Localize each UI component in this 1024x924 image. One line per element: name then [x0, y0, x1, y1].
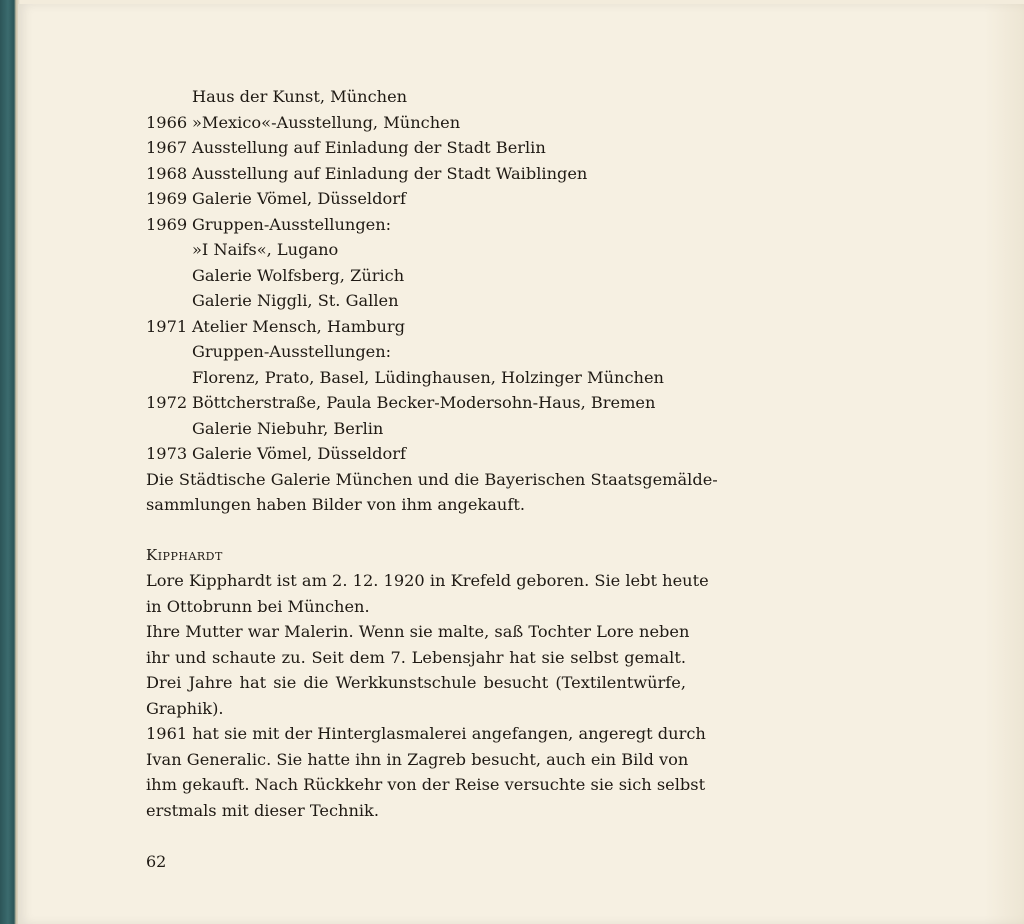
- exhibition-text: Ausstellung auf Einladung der Stadt Waiblingen: [192, 163, 588, 183]
- exhibition-text: Böttcherstraße, Paula Becker-Modersohn-Haus, Bremen: [192, 393, 656, 412]
- exhibition-list: [146, 84, 686, 467]
- exhibition-text: Galerie Niebuhr, Berlin: [192, 418, 384, 438]
- exhibition-entry: [146, 288, 686, 314]
- text-line: sammlungen haben Bilder von ihm angekauft.: [146, 495, 525, 514]
- exhibition-entry: [146, 441, 686, 467]
- text-line: in Ottobrunn bei München.: [146, 596, 370, 616]
- book-page: [18, 4, 1024, 924]
- text-line: Ivan Generalic. Sie hatte ihn in Zagreb besucht, auch ein Bild von: [146, 749, 689, 769]
- page-text: [146, 84, 718, 823]
- exhibition-entry: [146, 84, 686, 110]
- exhibition-year: 1973: [146, 444, 188, 463]
- text-line: Drei Jahre hat sie die Werkkunstschule besucht (Textilentwürfe,: [146, 673, 686, 692]
- bio-paragraph: [146, 721, 706, 823]
- text-line: ihm gekauft. Nach Rückkehr von der Reise versuchte sie sich selbst: [146, 775, 706, 794]
- exhibition-year: 1969: [146, 189, 188, 208]
- closing-paragraph: [146, 467, 718, 518]
- exhibition-year: 1969: [146, 214, 188, 234]
- text-line: erstmals mit dieser Technik.: [146, 800, 379, 820]
- exhibition-entry: [146, 237, 686, 263]
- exhibition-entry: [146, 390, 686, 416]
- exhibition-year: 1972: [146, 393, 188, 412]
- exhibition-text: Galerie Niggli, St. Gallen: [192, 291, 399, 310]
- exhibition-text: Atelier Mensch, Hamburg: [192, 316, 405, 336]
- text-line: ihr und schaute zu. Seit dem 7. Lebensjahr hat sie selbst gemalt.: [146, 647, 686, 667]
- text-line: 1961 hat sie mit der Hinterglasmalerei angefangen, angeregt durch: [146, 724, 706, 743]
- exhibition-year: 1966: [146, 112, 188, 132]
- exhibition-entry: [146, 365, 686, 391]
- exhibition-entry: [146, 314, 686, 340]
- exhibition-entry: [146, 263, 686, 289]
- exhibition-entry: [146, 110, 686, 136]
- exhibition-text: Galerie Wolfsberg, Zürich: [192, 265, 405, 285]
- exhibition-entry: [146, 186, 686, 212]
- text-line: Graphik).: [146, 698, 224, 718]
- exhibition-text: Haus der Kunst, München: [192, 87, 408, 106]
- exhibition-text: Galerie Vömel, Düsseldorf: [192, 189, 406, 208]
- section-spacer: [146, 518, 686, 543]
- page-number: 62: [146, 852, 167, 871]
- bio-paragraph: [146, 568, 709, 619]
- exhibition-text: Ausstellung auf Einladung der Stadt Berlin: [192, 138, 546, 157]
- exhibition-entry: [146, 161, 686, 187]
- section-heading: Kipphardt: [146, 545, 223, 564]
- exhibition-entry: [146, 339, 686, 365]
- text-line: Die Städtische Galerie München und die Bayerischen Staatsgemälde-: [146, 469, 718, 489]
- exhibition-year: 1968: [146, 163, 188, 183]
- exhibition-text: Galerie Vömel, Düsseldorf: [192, 444, 406, 463]
- exhibition-text: Gruppen-Ausstellungen:: [192, 342, 392, 361]
- text-line: Ihre Mutter war Malerin. Wenn sie malte, saß Tochter Lore neben: [146, 622, 690, 641]
- bio-paragraph: [146, 619, 690, 721]
- exhibition-text: Gruppen-Ausstellungen:: [192, 214, 392, 234]
- exhibition-entry: [146, 416, 686, 442]
- text-line: Lore Kipphardt ist am 2. 12. 1920 in Krefeld geboren. Sie lebt heute: [146, 571, 709, 590]
- exhibition-entry: [146, 212, 686, 238]
- exhibition-text: Florenz, Prato, Basel, Lüdinghausen, Holzinger München: [192, 367, 664, 387]
- exhibition-entry: [146, 135, 686, 161]
- exhibition-text: »Mexico«-Ausstellung, München: [192, 112, 461, 132]
- exhibition-year: 1971: [146, 316, 188, 336]
- exhibition-year: 1967: [146, 138, 188, 157]
- exhibition-text: »I Naifs«, Lugano: [192, 240, 339, 259]
